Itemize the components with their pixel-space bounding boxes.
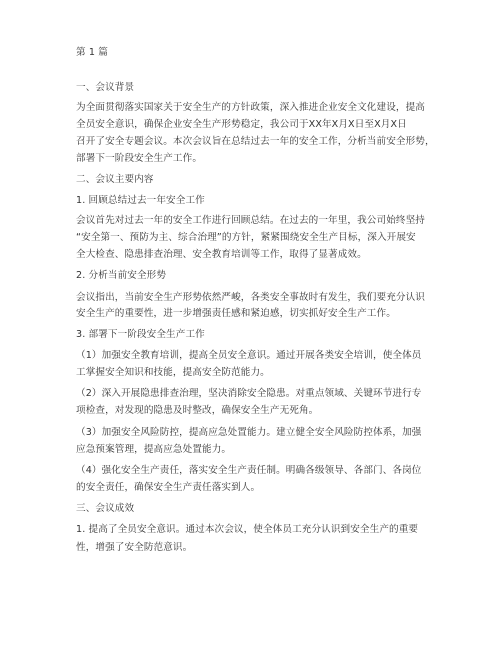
paragraph-line: 召开了安全专题会议。本次会议旨在总结过去一年的安全工作，分析当前安全形势，: [76, 136, 435, 147]
list-item-line: 应急预案管理，提高应急处置能力。: [76, 444, 232, 455]
paragraph-line: 安全生产的重要性，进一步增强责任感和紧迫感，切实抓好安全生产工作。: [76, 308, 396, 319]
paragraph-line: 会议指出，当前安全生产形势依然严峻，各类安全事故时有发生，我们要充分认识: [76, 292, 425, 303]
subsection-heading-review: 1. 回顾总结过去一年安全工作: [76, 195, 205, 206]
list-item-line: 的安全责任，确保安全生产责任落实到人。: [76, 482, 261, 493]
list-item-line: （4）强化安全生产责任，落实安全生产责任制。明确各级领导、各部门、各岗位: [76, 465, 422, 476]
paragraph-line: 为全面贯彻落实国家关于安全生产的方针政策，深入推进企业安全文化建设，提高: [76, 102, 425, 113]
list-item-line: 性，增强了安全防范意识。: [76, 542, 193, 553]
list-item-line: （3）加强安全风险防控，提高应急处置能力。建立健全安全风险防控体系，加强: [76, 427, 422, 438]
section-heading-content: 二、会议主要内容: [76, 174, 154, 185]
section-heading-results: 三、会议成效: [76, 503, 135, 514]
paragraph-line: “安全第一、预防为主、综合治理”的方针，紧紧围绕安全生产目标，深入开展安: [76, 232, 416, 243]
section-heading-background: 一、会议背景: [76, 82, 135, 93]
list-item-line: （2）深入开展隐患排查治理，坚决消除安全隐患。对重点领域、关键环节进行专: [76, 388, 422, 399]
list-item-line: 项检查，对发现的隐患及时整改，确保安全生产无死角。: [76, 405, 319, 416]
paragraph-line: 全员安全意识，确保企业安全生产形势稳定，我公司于XX年X月X日至X月X日: [76, 119, 407, 130]
paragraph-line: 全大检查、隐患排查治理、安全教育培训等工作，取得了显著成效。: [76, 249, 367, 260]
paragraph-line: 部署下一阶段安全生产工作。: [76, 153, 203, 164]
list-item-line: （1）加强安全教育培训，提高全员安全意识。通过开展各类安全培训，使全体员: [76, 350, 422, 361]
list-item-line: 工掌握安全知识和技能，提高安全防范能力。: [76, 367, 270, 378]
subsection-heading-analysis: 2. 分析当前安全形势: [76, 270, 167, 281]
paragraph-line: 会议首先对过去一年的安全工作进行回顾总结。在过去的一年里，我公司始终坚持: [76, 215, 425, 226]
list-item-line: 1. 提高了全员安全意识。通过本次会议，使全体员工充分认识到安全生产的重要: [76, 524, 419, 535]
document-title: 第 1 篇: [76, 47, 108, 58]
subsection-heading-deploy: 3. 部署下一阶段安全生产工作: [76, 329, 205, 340]
